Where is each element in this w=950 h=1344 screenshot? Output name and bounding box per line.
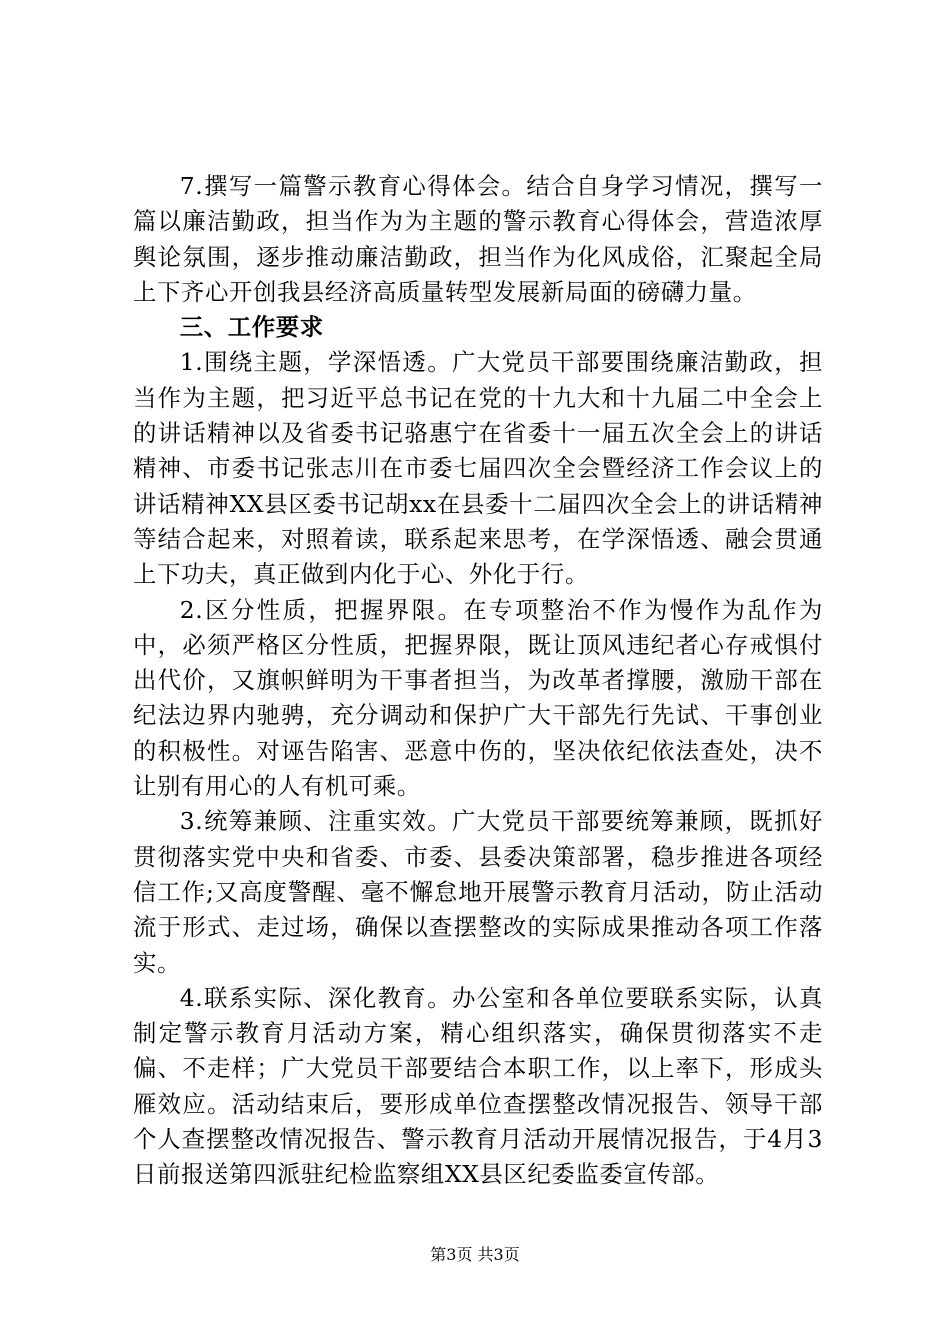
section-heading-work-requirements: 三、工作要求	[179, 313, 324, 342]
requirement-paragraph-3: 3.统筹兼顾、注重实效。广大党员干部要统筹兼顾，既抓好贯彻落实党中央和省委、市委、县委决策部署，稳步推进各项经信工作;又高度警醒、毫不懈怠地开展警示教育月活动，防止活动流于形式、走过场，确保以查摆整改的实际成果推动各项工作落实。	[133, 807, 823, 977]
requirement-paragraph-1: 1.围绕主题，学深悟透。广大党员干部要围绕廉洁勤政，担当作为主题，把习近平总书记在党的十九大和十九届二中全会上的讲话精神以及省委书记骆惠宁在省委十一届五次全会上的讲话精神、市委书记张志川在市委七届四次全会暨经济工作会议上的讲话精神XX县区委书记胡xx在县委十二届四次全会上的讲话精神等结合起来，对照着读，联系起来思考，在学深悟透、融会贯通上下功夫，真正做到内化于心、外化于行。	[133, 348, 823, 589]
paragraph-item-7: 7.撰写一篇警示教育心得体会。结合自身学习情况，撰写一篇以廉洁勤政，担当作为为主题的警示教育心得体会，营造浓厚舆论氛围，逐步推动廉洁勤政，担当作为化风成俗，汇聚起全局上下齐心开创我县经济高质量转型发展新局面的磅礴力量。	[133, 172, 823, 306]
requirement-paragraph-2: 2.区分性质，把握界限。在专项整治不作为慢作为乱作为中，必须严格区分性质，把握界限，既让顶风违纪者心存戒惧付出代价，又旗帜鲜明为干事者担当，为改革者撑腰，激励干部在纪法边界内驰骋，充分调动和保护广大干部先行先试、干事创业的积极性。对诬告陷害、恶意中伤的，坚决依纪依法查处，决不让别有用心的人有机可乘。	[133, 595, 823, 801]
page-number-footer: 第3页 共3页	[430, 1245, 520, 1264]
requirement-paragraph-4: 4.联系实际、深化教育。办公室和各单位要联系实际，认真制定警示教育月活动方案，精心组织落实，确保贯彻落实不走偏、不走样；广大党员干部要结合本职工作，以上率下，形成头雁效应。活动结束后，要形成单位查摆整改情况报告、领导干部个人查摆整改情况报告、警示教育月活动开展情况报告，于4月3日前报送第四派驻纪检监察组XX县区纪委监委宣传部。	[133, 983, 823, 1189]
document-body	[133, 169, 823, 1193]
